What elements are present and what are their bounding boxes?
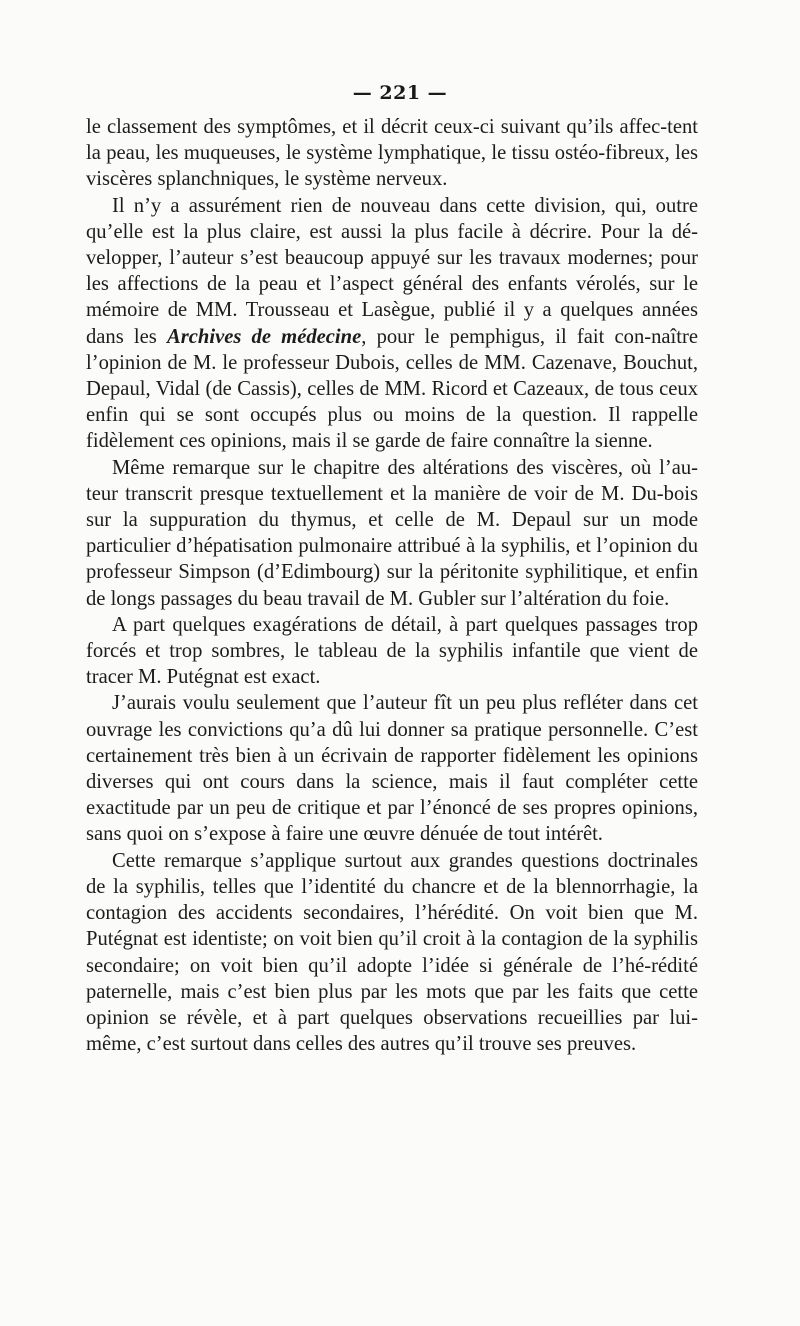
page-number: — 221 — [352, 82, 448, 104]
paragraph [86, 114, 698, 193]
body-text [86, 114, 698, 1057]
paragraph [86, 848, 698, 1058]
paragraph-text: le classement des symptômes, et il décrit ceux-ci suivant qu’ils affec-tent la peau, les muqueuses, le système lymphatique, le tissu ostéo-fibreux, les viscères splanchniques, le système nerveux. [86, 116, 698, 191]
paragraph-text: Il n’y a assurément rien de nouveau dans cette division, qui, outre qu’elle est la plus claire, est aussi la plus facile à décrire. Pour la dé-velopper, l’auteur s’est beaucoup appuyé sur les travaux modernes; pour les affections de la peau et l’aspect général des enfants vérolés, sur le mémoire de MM. Trousseau et Lasègue, publié il y a quelques années dans les [86, 194, 698, 348]
paragraph [86, 455, 698, 612]
journal-title: Archives de médecine [167, 325, 362, 348]
paragraph-text: Même remarque sur le chapitre des altérations des viscères, où l’au-teur transcrit presque textuellement et la manière de voir de M. Du-bois sur la suppuration du thymus, et celle de M. Depaul sur un mode particulier d’hépatisation pulmonaire attribué à la syphilis, et l’opinion du professeur Simpson (d’Edimbourg) sur la péritonite syphilitique, et enfin de longs passages du beau travail de M. Gubler sur l’altération du foie. [86, 456, 698, 610]
paragraph-text: A part quelques exagérations de détail, à part quelques passages trop forcés et trop sombres, le tableau de la syphilis infantile que vient de tracer M. Putégnat est exact. [86, 613, 698, 689]
paragraph [86, 612, 698, 691]
paragraph-text: J’aurais voulu seulement que l’auteur fît un peu plus refléter dans cet ouvrage les convictions qu’a dû lui donner sa pratique personnelle. C’est certainement très bien à un écrivain de rapporter fidèlement les opinions diverses qui ont cours dans la science, mais il faut compléter cette exactitude par un peu de critique et par l’énoncé de ses propres opinions, sans quoi on s’expose à faire une œuvre dénuée de tout intérêt. [86, 692, 698, 846]
paragraph-text: , pour le pemphigus, il fait con-naître l’opinion de M. le professeur Dubois, celles de MM. Cazenave, Bouchut, Depaul, Vidal (de Cassis), celles de MM. Ricord et Cazeaux, de tous ceux enfin qui se sont occupés plus ou moins de la question. Il rappelle fidèlement ces opinions, mais il se garde de faire connaître la sienne. [86, 325, 698, 453]
paragraph-text: Cette remarque s’applique surtout aux grandes questions doctrinales de la syphilis, telles que l’identité du chancre et de la blennorrhagie, la contagion des accidents secondaires, l’hérédité. On voit bien que M. Putégnat est identiste; on voit bien qu’il croit à la contagion de la syphilis secondaire; on voit bien qu’il adopte l’idée si générale de l’hé-rédité paternelle, mais c’est bien plus par les mots que par les faits que cette opinion se révèle, et à part quelques observations recueillies par lui-même, c’est surtout dans celles des autres qu’il trouve ses preuves. [86, 849, 698, 1056]
paragraph [86, 690, 698, 847]
paragraph [86, 193, 698, 455]
